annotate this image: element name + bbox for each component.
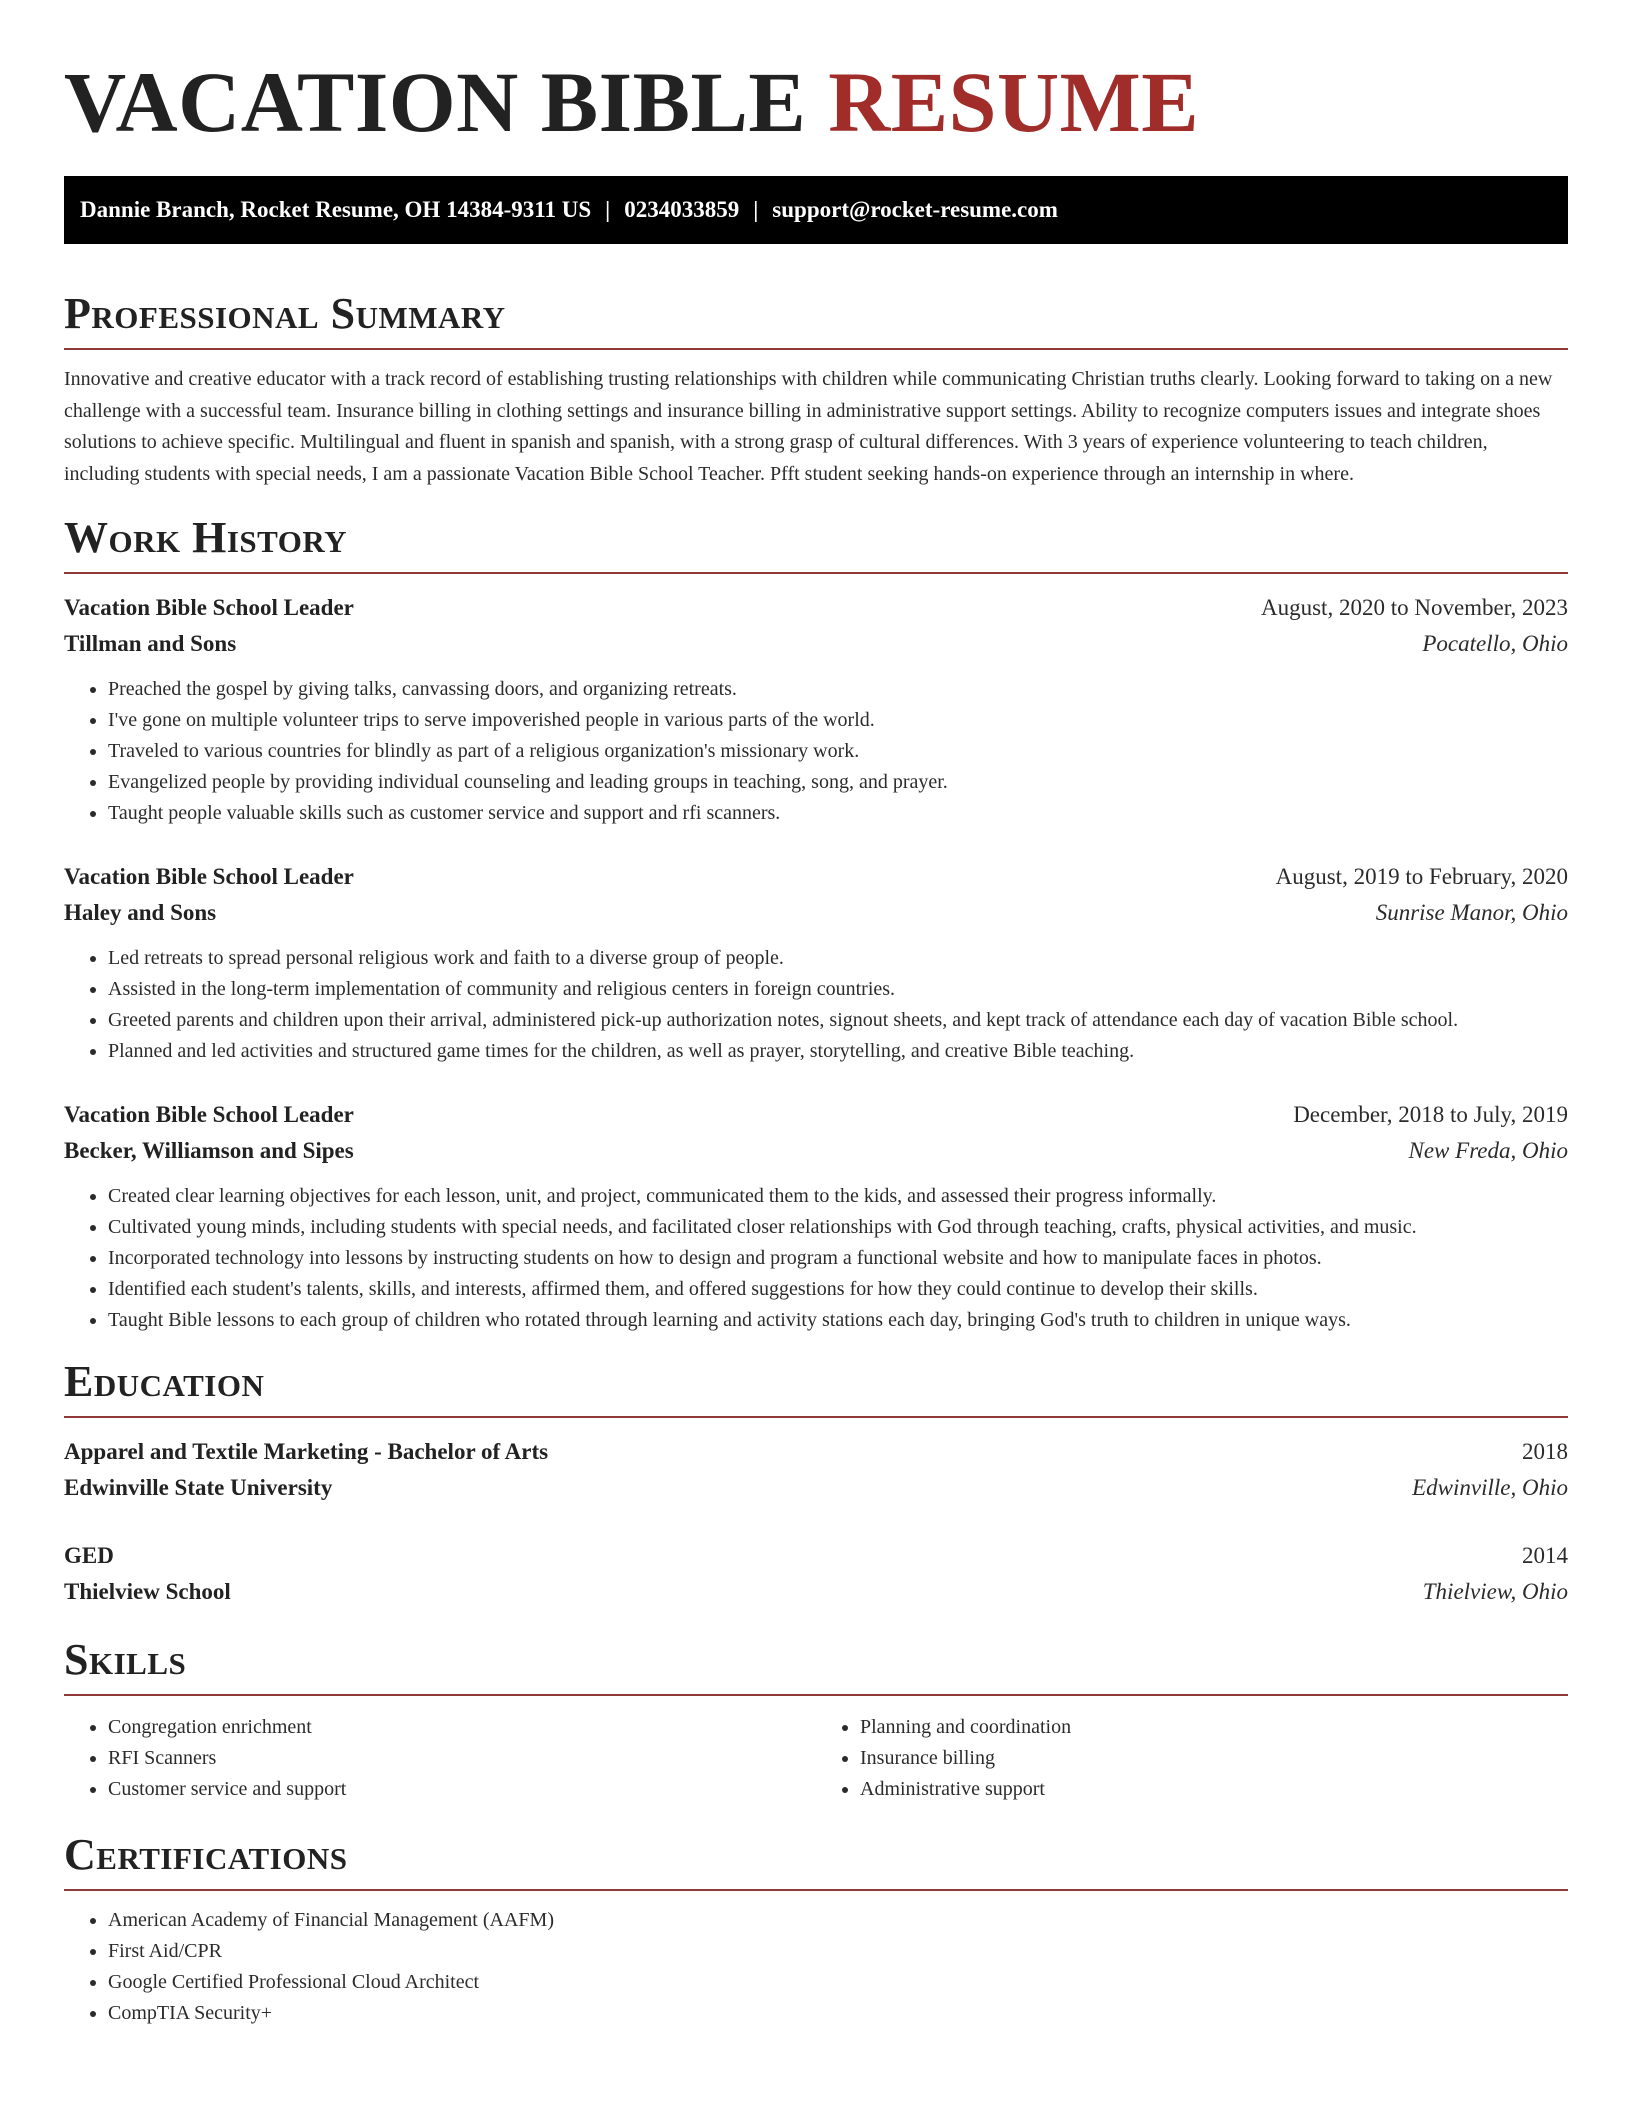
job-duty: • Preached the gospel by giving talks, canvassing doors, and organizing retreats. [108, 674, 1568, 705]
job-company: Becker, Williamson and Sipes [64, 1138, 354, 1163]
certification-item: • Google Certified Professional Cloud Architect [108, 1967, 1568, 1998]
job-company: Haley and Sons [64, 900, 217, 925]
section-divider [64, 1889, 1568, 1891]
job-entry [64, 859, 1568, 1067]
education-entry [64, 1538, 1568, 1610]
education-year: 2014 [1522, 1543, 1568, 1568]
job-duty: • Assisted in the long-term implementation of community and religious centers in foreign countries. [108, 974, 1568, 1005]
job-duty: • I've gone on multiple volunteer trips to serve impoverished people in various parts of the world. [108, 705, 1568, 736]
section-title-work: Work History [64, 513, 348, 562]
summary-text: Innovative and creative educator with a track record of establishing trusting relationships with children while communicating Christian truths clearly. Looking forward to taking on a new challenge with a successful team. Insurance billing in clothing settings and insurance billing in administrative support settings. Ability to recognize computers issues and integrate shoes solutions to achieve specific. Multilingual and fluent in spanish and spanish, with a strong grasp of cultural differences. With 3 years of experience volunteering to teach children, including students with special needs, I am a passionate Vacation Bible School Teacher. Pfft student seeking hands-on experience through an internship in where. [64, 368, 1553, 485]
job-subheader [64, 626, 1568, 662]
job-entry [64, 1097, 1568, 1336]
certification-item: • First Aid/CPR [108, 1936, 1568, 1967]
job-role: Vacation Bible School Leader [64, 595, 354, 620]
skill-item: • RFI Scanners [108, 1743, 816, 1774]
education-school: Edwinville State University [64, 1475, 333, 1500]
job-duty: • Created clear learning objectives for each lesson, unit, and project, communicated them to the kids, and assessed their progress informally. [108, 1181, 1568, 1212]
education-location: Edwinville, Ohio [1412, 1475, 1568, 1500]
job-company: Tillman and Sons [64, 631, 237, 656]
job-role: Vacation Bible School Leader [64, 1102, 354, 1127]
title-main: VACATION BIBLE [64, 54, 807, 150]
job-duties [64, 1181, 1568, 1336]
job-location: Sunrise Manor, Ohio [1375, 900, 1568, 925]
education-school: Thielview School [64, 1579, 231, 1604]
section-divider [64, 572, 1568, 574]
job-subheader [64, 895, 1568, 931]
job-duty: • Incorporated technology into lessons by instructing students on how to design and program a functional website and how to manipulate faces in photos. [108, 1243, 1568, 1274]
job-entry [64, 590, 1568, 829]
summary-section [64, 288, 1568, 490]
skills-list-left [64, 1712, 816, 1805]
skills-list-right [816, 1712, 1568, 1805]
job-duties [64, 674, 1568, 829]
contact-address: Dannie Branch, Rocket Resume, OH 14384-9311 US [80, 197, 592, 222]
skill-item: • Planning and coordination [860, 1712, 1568, 1743]
skills-columns [64, 1712, 1568, 1805]
certifications-section [64, 1829, 1568, 2029]
contact-phone: 0234033859 [624, 197, 740, 222]
job-duty: • Evangelized people by providing individual counseling and leading groups in teaching, song, and prayer. [108, 767, 1568, 798]
section-divider [64, 1416, 1568, 1418]
education-degree: GED [64, 1543, 114, 1568]
job-duty: • Identified each student's talents, skills, and interests, affirmed them, and offered suggestions for how they could continue to develop their skills. [108, 1274, 1568, 1305]
job-duties [64, 943, 1568, 1067]
certifications-list [64, 1905, 1568, 2029]
education-degree: Apparel and Textile Marketing - Bachelor of Arts [64, 1439, 549, 1464]
job-duty: • Taught Bible lessons to each group of children who rotated through learning and activity stations each day, bringing God's truth to children in unique ways. [108, 1305, 1568, 1336]
skill-item: • Insurance billing [860, 1743, 1568, 1774]
education-subheader [64, 1470, 1568, 1506]
work-section [64, 512, 1568, 1336]
job-duty: • Traveled to various countries for blindly as part of a religious organization's missionary work. [108, 736, 1568, 767]
job-dates: August, 2019 to February, 2020 [1275, 864, 1568, 889]
job-duty: • Planned and led activities and structured game times for the children, as well as prayer, storytelling, and creative Bible teaching. [108, 1036, 1568, 1067]
job-duty: • Cultivated young minds, including students with special needs, and facilitated closer relationships with God through teaching, crafts, physical activities, and music. [108, 1212, 1568, 1243]
job-header [64, 859, 1568, 895]
contact-separator: | [753, 197, 759, 222]
contact-bar [64, 176, 1568, 244]
certification-item: • CompTIA Security+ [108, 1998, 1568, 2029]
job-header [64, 590, 1568, 626]
job-duty: • Taught people valuable skills such as customer service and support and rfi scanners. [108, 798, 1568, 829]
job-duty: • Greeted parents and children upon their arrival, administered pick-up authorization notes, signout sheets, and kept track of attendance each day of vacation Bible school. [108, 1005, 1568, 1036]
job-location: New Freda, Ohio [1408, 1138, 1568, 1163]
job-location: Pocatello, Ohio [1422, 631, 1568, 656]
skill-item: • Congregation enrichment [108, 1712, 816, 1743]
job-header [64, 1097, 1568, 1133]
contact-email[interactable]: support@rocket-resume.com [772, 197, 1058, 222]
job-role: Vacation Bible School Leader [64, 864, 354, 889]
section-divider [64, 348, 1568, 350]
section-title-skills: Skills [64, 1635, 187, 1684]
education-entry [64, 1434, 1568, 1506]
resume-title [64, 0, 1568, 150]
section-title-certifications: Certifications [64, 1830, 348, 1879]
job-subheader [64, 1133, 1568, 1169]
education-section [64, 1356, 1568, 1610]
skill-item: • Administrative support [860, 1774, 1568, 1805]
education-location: Thielview, Ohio [1422, 1579, 1568, 1604]
education-header [64, 1538, 1568, 1574]
title-accent: RESUME [828, 54, 1200, 150]
education-subheader [64, 1574, 1568, 1610]
skill-item: • Customer service and support [108, 1774, 816, 1805]
job-dates: August, 2020 to November, 2023 [1261, 595, 1568, 620]
education-header [64, 1434, 1568, 1470]
job-dates: December, 2018 to July, 2019 [1293, 1102, 1568, 1127]
section-divider [64, 1694, 1568, 1696]
certification-item: • American Academy of Financial Management (AAFM) [108, 1905, 1568, 1936]
section-title-summary: Professional Summary [64, 289, 506, 338]
job-duty: • Led retreats to spread personal religious work and faith to a diverse group of people. [108, 943, 1568, 974]
contact-separator: | [605, 197, 611, 222]
skills-section [64, 1634, 1568, 1805]
education-year: 2018 [1522, 1439, 1568, 1464]
section-title-education: Education [64, 1357, 265, 1406]
